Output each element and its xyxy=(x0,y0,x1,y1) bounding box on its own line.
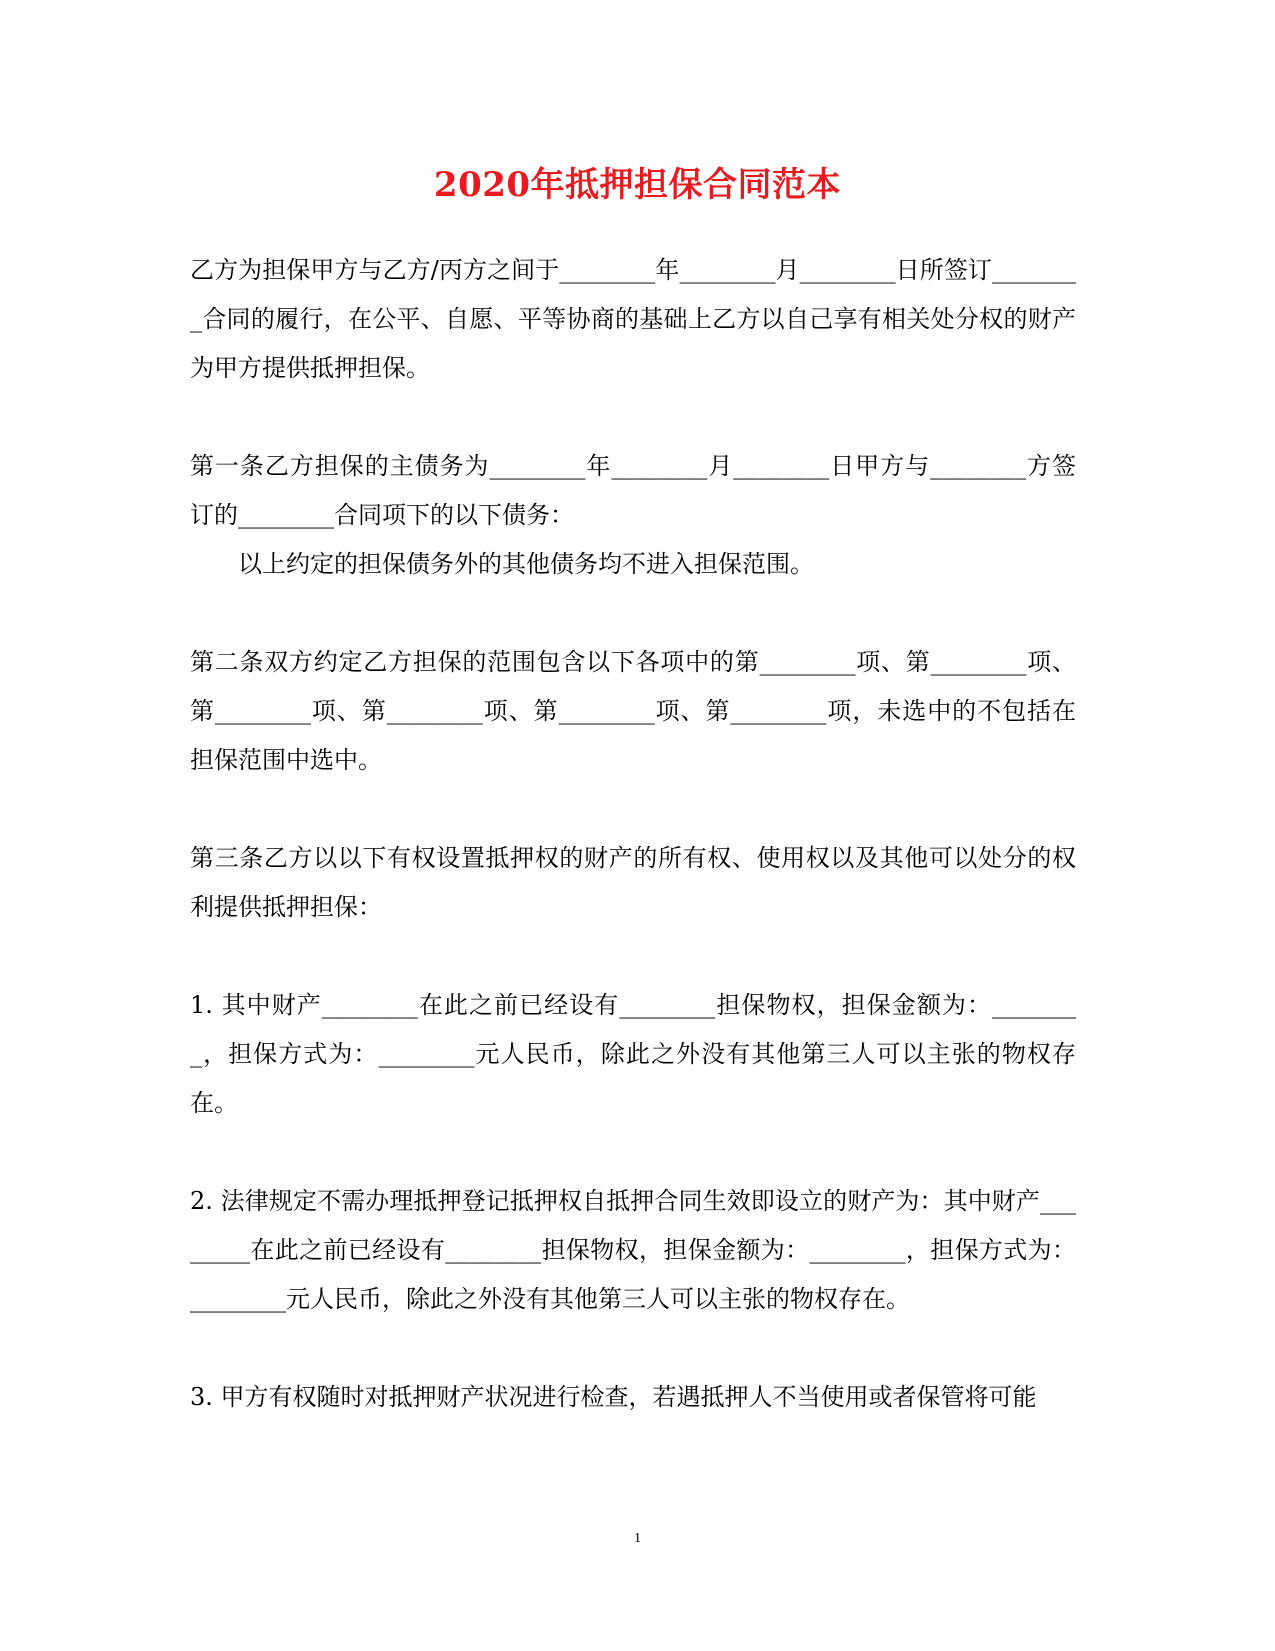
item-2-paragraph: 2. 法律规定不需办理抵押登记抵押权自抵押合同生效即设立的财产为：其中财产________在此之前已经设有________担保物权，担保金额为：________，担保方式为：________元人民币，除此之外没有其他第三人可以主张的物权存在。 xyxy=(190,1187,1076,1313)
document-title: 2020年抵押担保合同范本 xyxy=(433,165,842,205)
item-1-paragraph: 1. 其中财产________在此之前已经设有________担保物权，担保金额为：________，担保方式为：________元人民币，除此之外没有其他第三人可以主张的物权存在。 xyxy=(190,991,1076,1117)
article-1-note-paragraph: 以上约定的担保债务外的其他债务均不进入担保范围。 xyxy=(238,550,814,578)
item-3-paragraph: 3. 甲方有权随时对抵押财产状况进行检查，若遇抵押人不当使用或者保管将可能 xyxy=(190,1383,1037,1411)
document-body xyxy=(190,246,1076,1471)
intro-paragraph: 乙方为担保甲方与乙方/丙方之间于________年________月________日所签订________合同的履行，在公平、自愿、平等协商的基础上乙方以自己享有相关处分权的财产为甲方提供抵押担保。 xyxy=(190,256,1076,382)
article-1-paragraph: 第一条乙方担保的主债务为________年________月________日甲方与________方签订的________合同项下的以下债务： xyxy=(190,452,1076,529)
article-2-paragraph: 第二条双方约定乙方担保的范围包含以下各项中的第________项、第________项、第________项、第________项、第________项、第________项，未选中的不包括在担保范围中选中。 xyxy=(190,648,1076,774)
page-number: 1 xyxy=(634,1531,641,1546)
article-3-paragraph: 第三条乙方以以下有权设置抵押权的财产的所有权、使用权以及其他可以处分的权利提供抵押担保： xyxy=(190,844,1076,921)
